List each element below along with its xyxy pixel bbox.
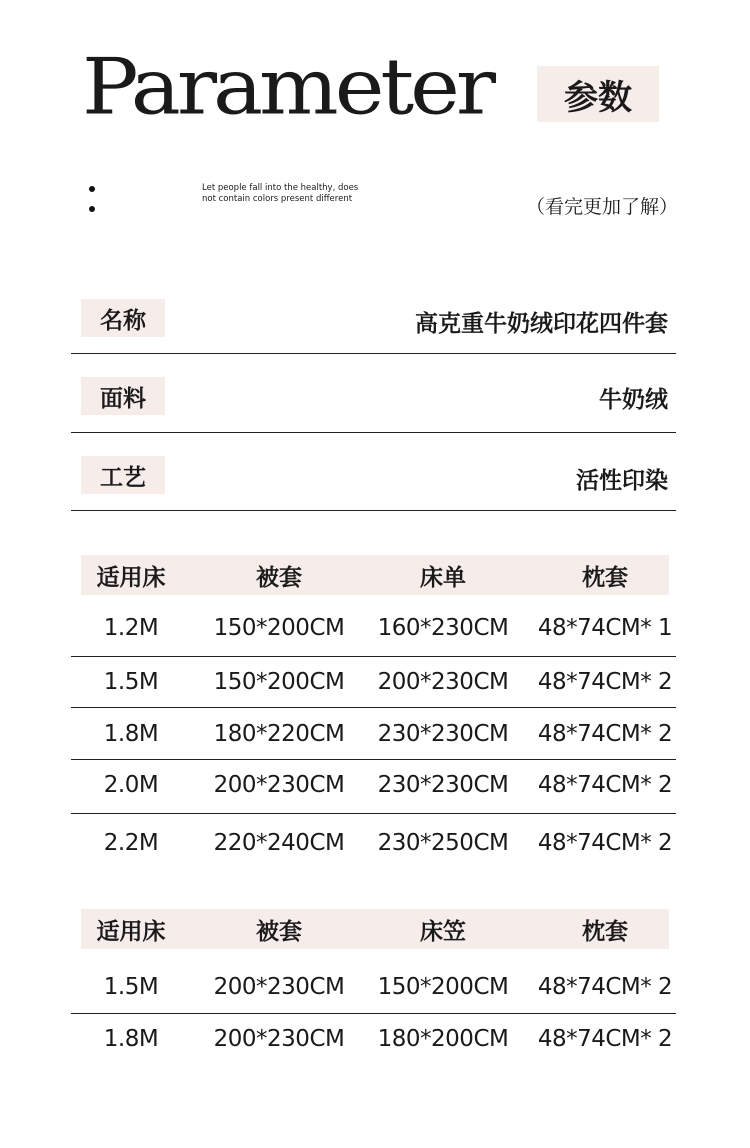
table-cell: 1.5M (103, 974, 159, 1000)
table-cell: 48*74CM* 2 (537, 772, 673, 798)
table-row (81, 1017, 673, 1061)
table2-header (81, 909, 669, 949)
table-cell: 230*230CM (377, 721, 509, 747)
table2-header-cell: 床笠 (420, 918, 466, 945)
table-cell: 220*240CM (213, 830, 345, 856)
table-cell: 200*230CM (377, 669, 509, 695)
table-cell: 1.2M (103, 615, 159, 641)
table-cell: 150*200CM (213, 615, 345, 641)
table-cell: 48*74CM* 2 (537, 721, 673, 747)
table-cell: 48*74CM* 2 (537, 669, 673, 695)
divider (71, 353, 676, 354)
table-row (81, 763, 673, 807)
bullet-dot-icon (89, 206, 95, 212)
param-label-fabric: 面料 (81, 377, 165, 415)
table1-header-cell: 枕套 (582, 564, 628, 591)
table2-header-cell: 适用床 (96, 918, 166, 945)
divider (71, 656, 676, 657)
param-value-name: 高克重牛奶绒印花四件套 (415, 311, 668, 337)
table-cell: 48*74CM* 2 (537, 974, 673, 1000)
table-cell: 160*230CM (377, 615, 509, 641)
table1-header-cell: 被套 (256, 564, 302, 591)
table-cell: 150*200CM (377, 974, 509, 1000)
table-row (81, 965, 673, 1009)
table-row (81, 712, 673, 756)
divider (71, 1013, 676, 1014)
divider (71, 432, 676, 433)
note: （看完更加了解） (526, 196, 679, 218)
table-cell: 230*250CM (377, 830, 509, 856)
table-row (81, 606, 673, 650)
divider (71, 707, 676, 708)
table-cell: 48*74CM* 2 (537, 1026, 673, 1052)
table-cell: 180*200CM (377, 1026, 509, 1052)
table-cell: 150*200CM (213, 669, 345, 695)
table-cell: 2.2M (103, 830, 159, 856)
divider (71, 759, 676, 760)
table-cell: 1.8M (103, 1026, 159, 1052)
table-cell: 48*74CM* 1 (537, 615, 673, 641)
table-row (81, 660, 673, 704)
bullet-dot-icon (89, 186, 95, 192)
table1-header (81, 555, 669, 595)
table-cell: 200*230CM (213, 1026, 345, 1052)
table1-header-cell: 适用床 (96, 564, 166, 591)
table-cell: 1.8M (103, 721, 159, 747)
title-badge: 参数 (537, 66, 659, 122)
table-cell: 1.5M (103, 669, 159, 695)
table-cell: 180*220CM (213, 721, 345, 747)
title-word-parameter: Parameter (82, 41, 493, 132)
param-label-name: 名称 (81, 299, 165, 337)
tagline: Let people fall into the healthy, does not contain colors present different (202, 183, 359, 204)
param-value-craft: 活性印染 (576, 468, 668, 494)
param-value-fabric: 牛奶绒 (599, 387, 668, 413)
table-cell: 230*230CM (377, 772, 509, 798)
divider (71, 813, 676, 814)
table2-header-cell: 被套 (256, 918, 302, 945)
table-cell: 2.0M (103, 772, 159, 798)
table-row (81, 821, 673, 865)
table1-header-cell: 床单 (420, 564, 466, 591)
divider (71, 510, 676, 511)
table-cell: 200*230CM (213, 772, 345, 798)
table-cell: 48*74CM* 2 (537, 830, 673, 856)
param-label-craft: 工艺 (81, 456, 165, 494)
table2-header-cell: 枕套 (582, 918, 628, 945)
table-cell: 200*230CM (213, 974, 345, 1000)
